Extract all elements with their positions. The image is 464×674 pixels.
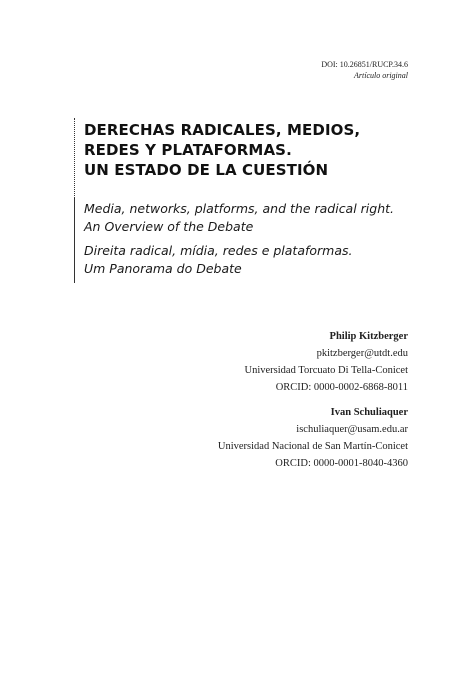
title-pt-line: Um Panorama do Debate bbox=[84, 261, 242, 276]
author-email[interactable]: ischuliaquer@usam.edu.ar bbox=[296, 424, 408, 435]
title-line: DERECHAS RADICALES, MEDIOS, bbox=[84, 121, 361, 139]
article-title-es bbox=[84, 120, 424, 180]
author-affiliation: Universidad Torcuato Di Tella-Conicet bbox=[244, 365, 408, 376]
article-title-pt bbox=[84, 242, 429, 278]
vertical-rule bbox=[74, 197, 75, 283]
author-affiliation: Universidad Nacional de San Martín-Conicet bbox=[217, 441, 408, 452]
title-pt-line: Direita radical, mídia, redes e plataformas. bbox=[84, 243, 353, 258]
title-line: REDES Y PLATAFORMAS. bbox=[84, 141, 292, 159]
title-en-line: Media, networks, platforms, and the radical right. bbox=[84, 201, 395, 216]
title-en-line: An Overview of the Debate bbox=[84, 219, 254, 234]
article-title-en bbox=[84, 200, 429, 236]
title-line: UN ESTADO DE LA CUESTIÓN bbox=[84, 161, 329, 179]
author-block bbox=[245, 328, 408, 396]
doi-label: DOI: 10.26851/RUCP.34.6 bbox=[321, 60, 408, 69]
article-type-label: Artículo original bbox=[354, 71, 408, 80]
author-block bbox=[218, 404, 408, 472]
author-name: Philip Kitzberger bbox=[329, 331, 408, 342]
dotted-rule bbox=[74, 118, 75, 198]
author-email[interactable]: pkitzberger@utdt.edu bbox=[316, 348, 408, 359]
author-name: Ivan Schuliaquer bbox=[330, 407, 408, 418]
author-orcid: ORCID: 0000-0002-6868-8011 bbox=[275, 382, 408, 393]
author-orcid: ORCID: 0000-0001-8040-4360 bbox=[275, 458, 408, 469]
article-meta bbox=[321, 59, 408, 81]
